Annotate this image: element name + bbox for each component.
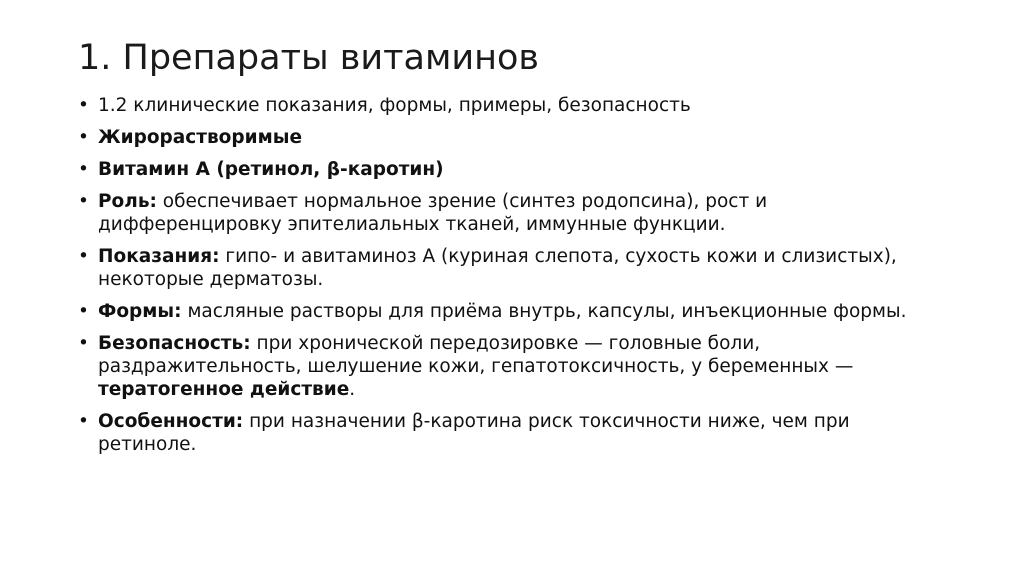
bullet-dot: • [78,95,89,116]
bullet-text: обеспечивает нормальное зрение (синтез родопсина), рост и дифференцировку эпителиальных тканей, иммунные функции. [98,191,768,235]
bullet-item-role [78,190,938,236]
bullet-item-section [78,94,938,117]
bullet-label: Формы: [98,301,182,322]
bullet-dot: • [78,191,89,212]
slide-title: 1. Препараты витаминов [78,38,540,78]
bullet-text: 1.2 клинические показания, формы, примеры, безопасность [98,95,691,116]
bullet-text-end: . [349,379,356,400]
bullet-heading: Жирорастворимые [98,127,302,148]
bullet-list [78,94,938,465]
bullet-dot: • [78,301,89,322]
bullet-item-forms [78,300,938,323]
bullet-dot: • [78,159,89,180]
bullet-label: Безопасность: [98,333,251,354]
bullet-emphasis: тератогенное действие [98,379,350,400]
bullet-dot: • [78,411,89,432]
bullet-dot: • [78,127,89,148]
bullet-text: гипо- и авитаминоз А (куриная слепота, сухость кожи и слизистых), некоторые дерматозы. [98,246,897,290]
bullet-item-features [78,410,938,456]
bullet-label: Показания: [98,246,220,267]
bullet-heading: Витамин А (ретинол, β-каротин) [98,159,444,180]
bullet-dot: • [78,333,89,354]
bullet-item-vitamin-a [78,158,938,181]
bullet-label: Особенности: [98,411,244,432]
bullet-text: при хронической передозировке — головные боли, раздражительность, шелушение кожи, гепатотоксичность, у беременных — [98,333,854,377]
bullet-dot: • [78,246,89,267]
bullet-item-fat-soluble [78,126,938,149]
bullet-label: Роль: [98,191,157,212]
bullet-text: масляные растворы для приёма внутрь, капсулы, инъекционные формы. [181,301,907,322]
bullet-text: при назначении β-каротина риск токсичности ниже, чем при ретиноле. [98,411,850,455]
bullet-item-safety [78,332,938,401]
bullet-item-indications [78,245,938,291]
